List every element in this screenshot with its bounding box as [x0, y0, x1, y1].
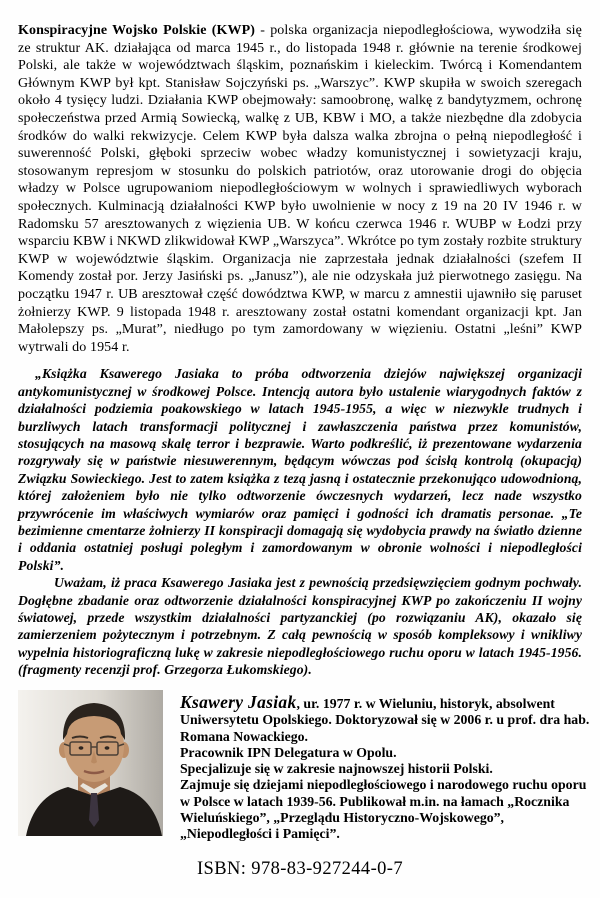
bio-line-first-rest: , ur. 1977 r. w Wieluniu, historyk, absolwent — [296, 696, 555, 711]
bio-line-first — [180, 694, 589, 712]
portrait-eye-right — [105, 746, 110, 749]
author-bio — [180, 694, 589, 843]
isbn-text: ISBN: 978-83-927244-0-7 — [196, 859, 403, 879]
bio-lines — [180, 712, 589, 842]
bio-line: Wieluńskiego”, „Przeglądu Historyczno-Wojskowego”, — [180, 810, 504, 826]
bio-line: Pracownik IPN Delegatura w Opolu. — [180, 744, 397, 760]
author-name: Ksawery Jasiak — [180, 692, 297, 712]
author-portrait-photo — [18, 690, 163, 836]
bio-line: Romana Nowackiego. — [180, 728, 308, 744]
bio-line: „Niepodległości i Pamięci”. — [180, 826, 340, 842]
kwp-history-paragraph — [18, 22, 582, 356]
bio-line: Uniwersytetu Opolskiego. Doktoryzował się w 2006 r. u prof. dra hab. — [180, 712, 590, 728]
review-paragraph-1: „Książka Ksawerego Jasiaka to próba odtworzenia dziejów największej organizacji antykomunistycznej w środkowej Polsce. Intencją autora było ustalenie wiarygodnych faktów z działalności podziemia poakowskiego w latach 1945-1955, a więc w niezwykle trudnych i burzliwych latach transformacji politycznej i zawłaszczenia państwa przez komunistów, stosujących na masową skalę terror i bezprawie. Warto podkreślić, iż prezentowane wydarzenia rozgrywały się w państwie niesuwerennym, będącym wówczas pod ścisłą kontrolą (okupacją) Związku Sowieckiego. Jest to zatem książka z tezą jasną i ostatecznie przekonująco udowodnioną, której założeniem było nie tylko odtworzenie ówczesnych wydarzeń, lecz nade wszystko przywrócenie im właściwych wymiarów oraz pamięci i godności ich dramatis personae. „Te bezimienne cmentarze żołnierzy II konspiracji domagają się wydobycia prawdy na światło dzienne i oddania ostatniej posługi poległym i zamordowanym w obronie wolności i niepodległości Polski”. — [18, 366, 582, 573]
kwp-history-body: - polska organizacja niepodległościowa, wywodziła się ze struktur AK. działająca od marca 1945 r., do listopada 1948 r. głównie na terenie środkowej Polski, ale także w województwach śląskim, poznańskim i kieleckim. Twórcą i Komendantem Głównym KWP był kpt. Stanisław Sojczyński ps. „Warszyc”. KWP skupiła w swoich szeregach około 4 tysięcy ludzi. Działania KWP obejmowały: samoobronę, walkę z bandytyzmem, ochronę społeczeństwa przed Armią Sowiecką, walkę z UB, KBW i MO, a także niezbędne dla zdobycia środków do walki rekwizycje. Celem KWP była dalsza walka zbrojna o pełną niepodległość i suwerenność Polski, głęboki sprzeciw wobec władzy komunistycznej i sowietyzacji kraju, stosowanym represjom w stosunku do polskich patriotów, oraz utorowanie drogi do objęcia władzy w Polsce ugrupowaniom niepodległościowym w wolnych i sprawiedliwych wyborach społecznych. Kulminacją działalności KWP było uwolnienie w nocy z 19 na 20 IV 1946 r. w Radomsku 57 aresztowanych z więzienia UB. W końcu czerwca 1946 r. WUBP w Łodzi przy wsparciu KBW i NKWD zlikwidował KWP „Warszyca”. Wkrótce po tym zostały rozbite struktury KWP w województwie śląskim. Organizacja nie zaprzestała jednak działalności (szefem II Komendy został por. Jerzy Jasiński ps. „Janusz”), ale nie odzyskała już pierwotnego zasięgu. Na początku 1947 r. UB aresztował część dowództwa KWP, w marcu z amnestii ujawniło się paruset żołnierzy KWP. 9 listopada 1948 r. aresztowany został ostatni komendant organizacji kpt. Jan Małolepszy ps. „Murat”, niedługo po tym zamordowany w więzieniu. Ostatni „leśni” KWP wytrwali do 1954 r. — [18, 23, 582, 355]
review-paragraph-2: Uważam, iż praca Ksawerego Jasiaka jest z pewnością przedsięwzięciem godnym pochwały. Dogłębne zbadanie oraz odtworzenie działalności konspiracyjnej KWP po zakończeniu II wojny światowej, przede wszystkim działalności partyzanckiej (po rozwiązaniu AK), okazało się zamierzeniem pożytecznym i potrzebnym. Z całą pewnością w sposób kompleksowy i wnikliwy wypełnia historiograficzną lukę w zakresie niepodległościowego ruchu oporu w latach 1945-1956. (fragmenty recenzji prof. Grzegorza Łukomskiego). — [18, 575, 582, 678]
author-section — [18, 690, 590, 843]
bio-line: Zajmuje się dziejami niepodległościowego i narodowego ruchu oporu — [180, 777, 587, 793]
portrait-eye-left — [79, 746, 84, 749]
bio-line: Specjalizuje się w zakresie najnowszej historii Polski. — [180, 761, 493, 777]
bio-line: w Polsce w latach 1939-56. Publikował m.in. na łamach „Rocznika — [180, 793, 570, 809]
kwp-history-lead: Konspiracyjne Wojsko Polskie (KWP) — [18, 23, 256, 38]
